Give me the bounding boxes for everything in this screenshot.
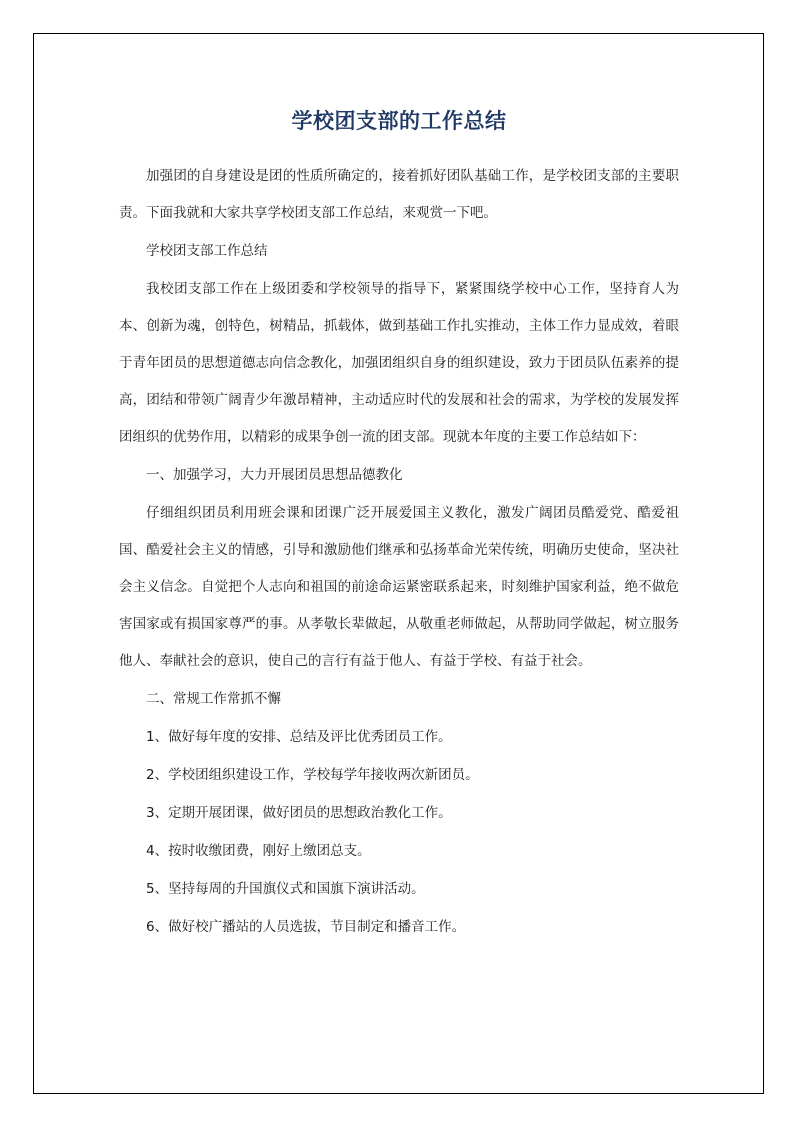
section-heading-1: 一、加强学习，大力开展团员思想品德教化 <box>146 467 403 483</box>
list-item-1: 1、做好每年度的安排、总结及评比优秀团员工作。 <box>146 729 452 745</box>
paragraph-section-1: 仔细组织团员利用班会课和团课广泛开展爱国主义教化，激发广阔团员酷爱党、酷爱祖国、酷爱社会主义的情感，引导和激励他们继承和弘扬革命光荣传统，明确历史使命，坚决社会主义信念。自觉把个人志向和祖国的前途命运紧密联系起来，时刻维护国家利益，绝不做危害国家或有损国家尊严的事。从孝敬长辈做起，从敬重老师做起，从帮助同学做起，树立服务他人、奉献社会的意识，使自己的言行有益于他人、有益于学校、有益于社会。 <box>119 505 679 669</box>
list-item-6: 6、做好校广播站的人员选拔，节目制定和播音工作。 <box>146 919 466 935</box>
document-body <box>119 102 679 947</box>
list-item-3: 3、定期开展团课，做好团员的思想政治教化工作。 <box>146 805 452 821</box>
list-item-5: 5、坚持每周的升国旗仪式和国旗下演讲活动。 <box>146 881 425 897</box>
paragraph-subtitle: 学校团支部工作总结 <box>146 243 268 259</box>
paragraph-intro: 加强团的自身建设是团的性质所确定的，接着抓好团队基础工作，是学校团支部的主要职责。下面我就和大家共享学校团支部工作总结，来观赏一下吧。 <box>119 168 679 221</box>
list-item-2: 2、学校团组织建设工作，学校每学年接收两次新团员。 <box>146 767 479 783</box>
list-item-4: 4、按时收缴团费，刚好上缴团总支。 <box>146 843 371 859</box>
document-title: 学校团支部的工作总结 <box>291 109 507 133</box>
section-heading-2: 二、常规工作常抓不懈 <box>146 691 281 707</box>
paragraph-overview: 我校团支部工作在上级团委和学校领导的指导下，紧紧围绕学校中心工作，坚持育人为本、创新为魂，创特色，树精品，抓载体，做到基础工作扎实推动，主体工作力显成效，着眼于青年团员的思想道德志向信念教化，加强团组织自身的组织建设，致力于团员队伍素养的提高，团结和带领广阔青少年激昂精神，主动适应时代的发展和社会的需求，为学校的发展发挥团组织的优势作用，以精彩的成果争创一流的团支部。现就本年度的主要工作总结如下： <box>119 281 679 445</box>
